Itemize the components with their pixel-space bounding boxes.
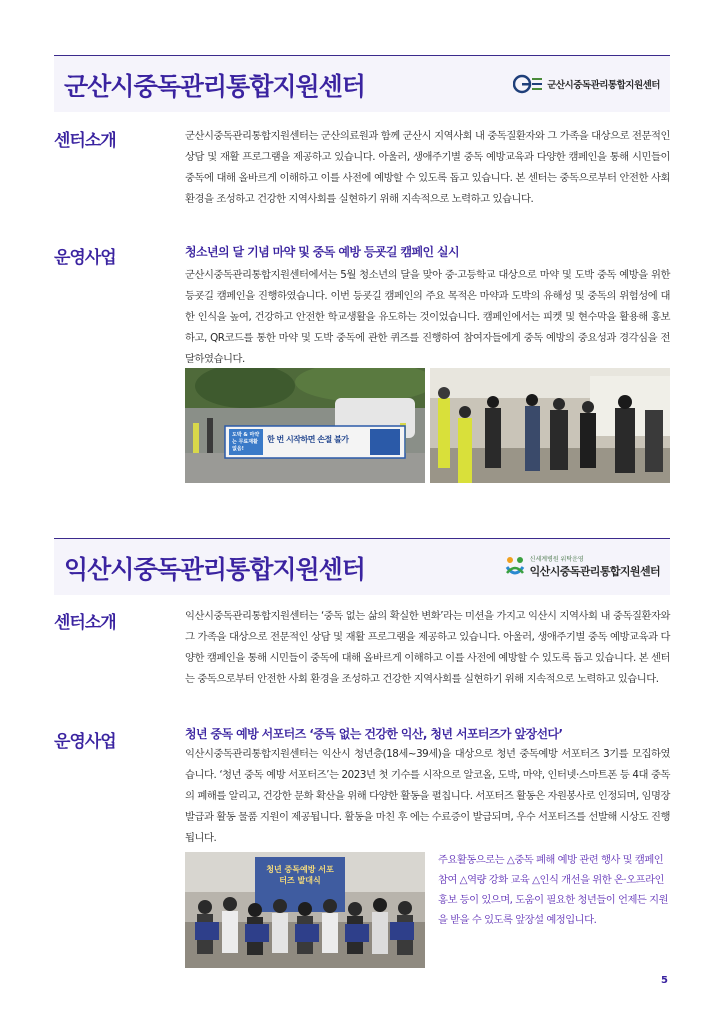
gunsan-campaign-photo-indoor — [430, 368, 670, 483]
iksan-logo — [504, 554, 660, 579]
gunsan-intro-label: 센터소개 — [54, 131, 116, 151]
iksan-intro-text: 익산시중독관리통합지원센터는 ‘중독 없는 삶의 확실한 변화’라는 미션을 가지고 익산시 지역사회 내 중독질환자와 그 가족을 대상으로 전문적인 상담 및 재활 프로그램을 제공하고 있습니다. 아울러, 생애주기별 중독 예방교육과 다양한 캠페인을 통해 시민들이 중독에 대해 올바르게 이해하고 이를 사전에 예방할 수 있도록 돕고 있습니다. 본 센터는 중독으로부터 안전한 사회 환경을 조성하고 건강한 지역사회를 실현하기 위해 지속적으로 노력하고 있습니다. — [185, 610, 670, 685]
iksan-intro-label: 센터소개 — [54, 613, 116, 633]
gunsan-business-label: 운영사업 — [54, 248, 116, 268]
gunsan-title: 군산시중독관리통합지원센터 — [64, 72, 365, 101]
page-number: 5 — [661, 975, 668, 986]
gunsan-business-text: 군산시중독관리통합지원센터에서는 5월 청소년의 달을 맞아 중·고등학교 대상으로 마약 및 도박 중독 예방을 위한 등굣길 캠페인을 진행하였습니다. 이번 등굣길 캠페인의 주요 목적은 마약과 도박의 유해성 및 중독의 위험성에 대한 인식을 높여, 건강하고 안전한 학교생활을 유도하는 것이었습니다. 캠페인에서는 피켓 및 현수막을 활용해 홍보하고, QR코드를 통한 마약 및 도박 중독에 관한 퀴즈를 진행하여 참여자들에게 중독 예방의 중요성과 경각심을 전달하였습니다. — [185, 269, 670, 365]
iksan-business-title: 청년 중독 예방 서포터즈 ‘중독 없는 건강한 익산, 청년 서포터즈가 앞장선다’ — [185, 727, 563, 741]
gunsan-logo-text: 군산시중독관리통합지원센터 — [547, 80, 660, 91]
gunsan-header — [54, 55, 670, 112]
iksan-photo-caption: 주요활동으로는 △중독 폐해 예방 관련 행사 및 캠페인 참여 △역량 강화 교육 △인식 개선을 위한 온·오프라인 홍보 등이 있으며, 도움이 필요한 청년들이 언제든 지원을 받을 수 있도록 앞장설 예정입니다. — [438, 854, 669, 926]
iksan-logo-text: 익산시중독관리통합지원센터 — [529, 565, 660, 578]
gunsan-logo-icon — [513, 74, 543, 94]
gunsan-business-title: 청소년의 달 기념 마약 및 중독 예방 등굣길 캠페인 실시 — [185, 245, 460, 259]
gunsan-banner-left-text: 도박 & 마약는 무료재활 없음! — [232, 432, 260, 452]
iksan-title: 익산시중독관리통합지원센터 — [64, 555, 365, 584]
iksan-business-label: 운영사업 — [54, 732, 116, 752]
iksan-screen-text: 청년 중독예방 서포터즈 발대식 — [266, 865, 334, 885]
gunsan-intro-text: 군산시중독관리통합지원센터는 군산의료원과 함께 군산시 지역사회 내 중독질환자와 그 가족을 대상으로 전문적인 상담 및 재활 프로그램을 제공하고 있습니다. 아울러, 생애주기별 중독 예방교육과 다양한 캠페인을 통해 시민들이 중독에 대해 올바르게 이해하고 이를 사전에 예방할 수 있도록 돕고 있습니다. 본 센터는 중독으로부터 안전한 사회 환경을 조성하고 건강한 지역사회를 실현하기 위해 지속적으로 노력하고 있습니다. — [185, 130, 670, 205]
iksan-supporters-photo — [185, 852, 425, 968]
iksan-business-text: 익산시중독관리통합지원센터는 익산시 청년층(18세~39세)을 대상으로 청년 중독예방 서포터즈 3기를 모집하였습니다. ‘청년 중독 예방 서포터즈’는 2023년 첫 기수를 시작으로 알코올, 도박, 마약, 인터넷·스마트폰 등 4대 중독의 폐해를 알리고, 건강한 문화 확산을 위해 다양한 활동을 펼칩니다. 서포터즈 활동은 자원봉사로 인정되며, 임명장 발급과 활동 물품 지원이 제공됩니다. 활동을 마친 후 에는 수료증이 발급되며, 우수 서포터즈를 선발해 시상도 진행됩니다. — [185, 748, 670, 844]
iksan-logo-subtext: 신세계병원 위탁운영 — [529, 556, 584, 563]
iksan-header — [54, 538, 670, 595]
gunsan-logo — [513, 74, 660, 94]
gunsan-banner-right-text: 한 번 시작하면 손절 불가 — [267, 435, 349, 444]
gunsan-campaign-photo-banner — [185, 368, 425, 483]
iksan-logo-icon — [504, 555, 526, 579]
